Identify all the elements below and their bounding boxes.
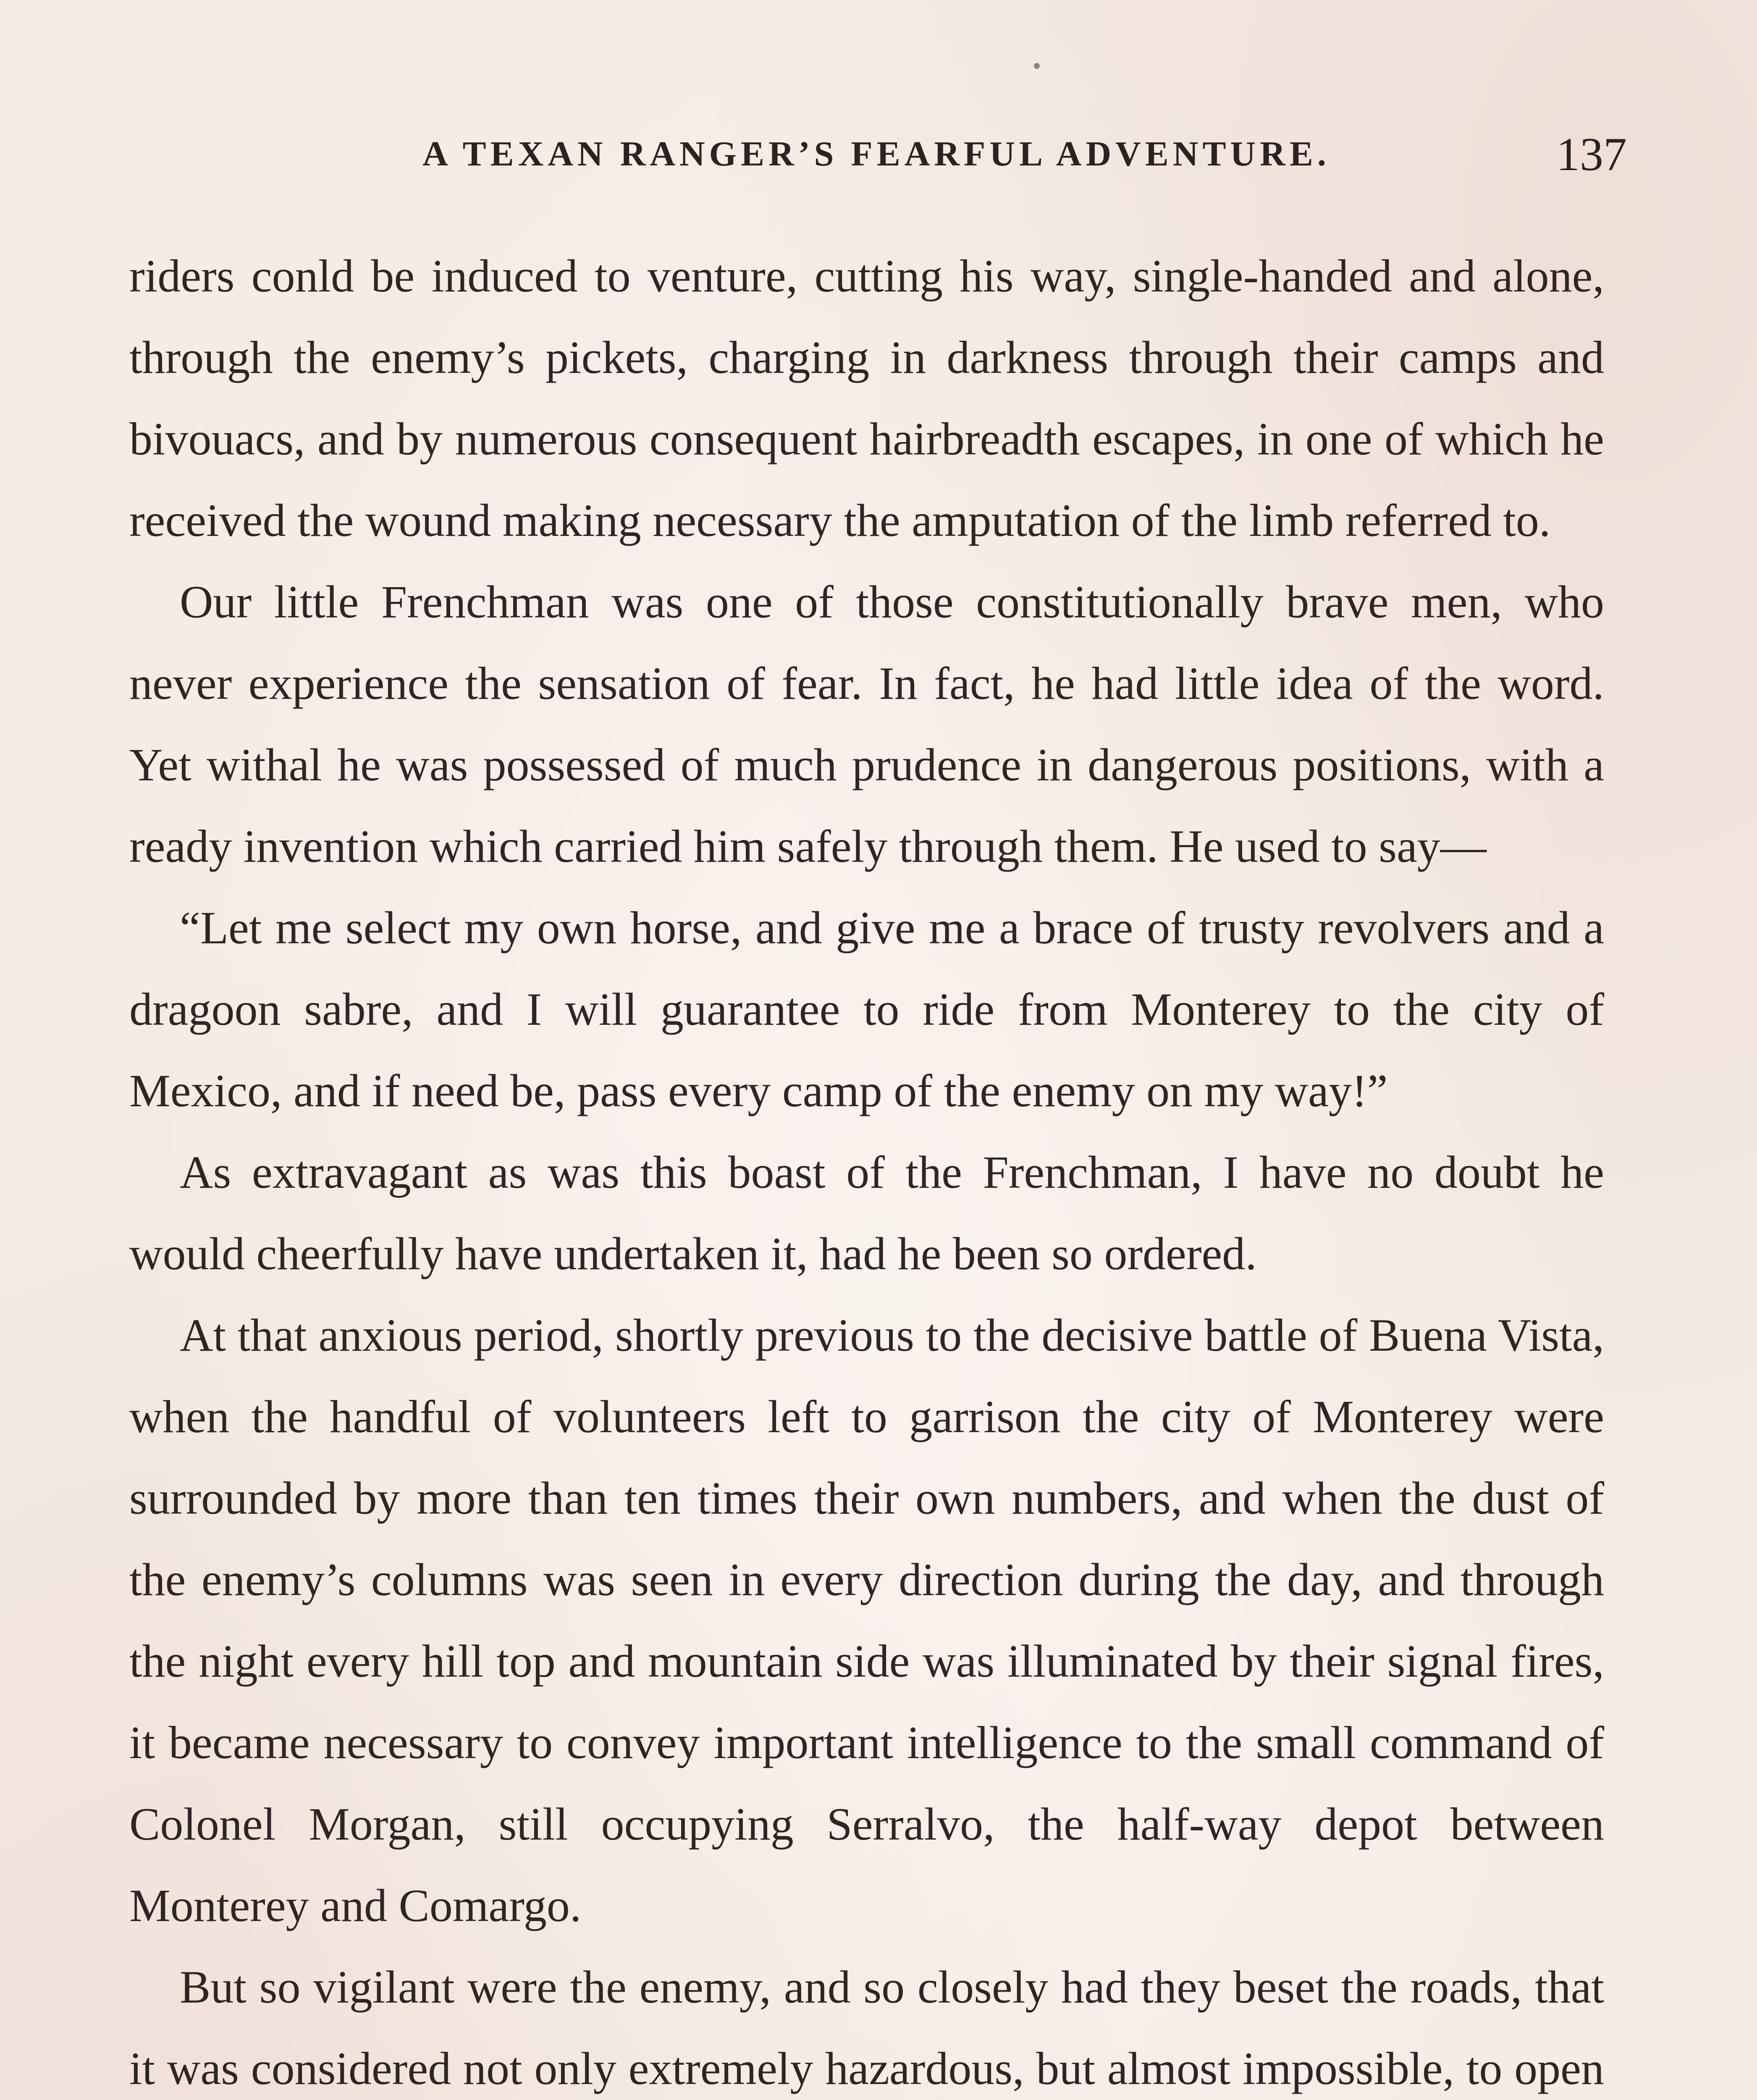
paper-speck: [1034, 63, 1040, 69]
paragraph-3: “Let me select my own horse, and give me a brace of trusty revolvers and a dragoon sabre, and I will guarantee to ride from Monterey to the city of Mexico, and if need be, pass every camp of the enemy on my way!”: [129, 902, 1604, 1116]
paragraph-6: But so vigilant were the enemy, and so closely had they beset the roads, that it was considered not only extremely hazardous, but almost impossible, to open: [129, 1961, 1604, 2094]
paragraph-1: riders conld be induced to venture, cutting his way, single-handed and alone, through the enemy’s pickets, charging in darkness through their camps and bivouacs, and by numerous consequent hairbreadth escapes, in one of which he received the wound making necessary the amputation of the limb referred to.: [129, 250, 1604, 546]
page-number: 137: [1556, 129, 1627, 181]
paragraph-4: As extravagant as was this boast of the Frenchman, I have no doubt he would cheerfully have undertaken it, had he been so ordered.: [129, 1147, 1604, 1279]
running-title: A TEXAN RANGER’S FEARFUL ADVENTURE.: [422, 134, 1330, 173]
running-head: [126, 129, 1627, 184]
body-text: [129, 235, 1604, 2100]
paragraph-5: At that anxious period, shortly previous to the decisive battle of Buena Vista, when the handful of volunteers left to garrison the city of Monterey were surrounded by more than ten times their own numbers, and when the dust of the enemy’s columns was seen in every direction during the day, and through the night every hill top and mountain side was illuminated by their signal fires, it became necessary to convey important intelligence to the small command of Colonel Morgan, still occupying Serralvo, the half-way depot between Monterey and Comargo.: [129, 1310, 1604, 1931]
paragraph-2: Our little Frenchman was one of those constitutionally brave men, who never experience the sensation of fear. In fact, he had little idea of the word. Yet withal he was possessed of much prudence in dangerous positions, with a ready invention which carried him safely through them. He used to say—: [129, 576, 1604, 872]
